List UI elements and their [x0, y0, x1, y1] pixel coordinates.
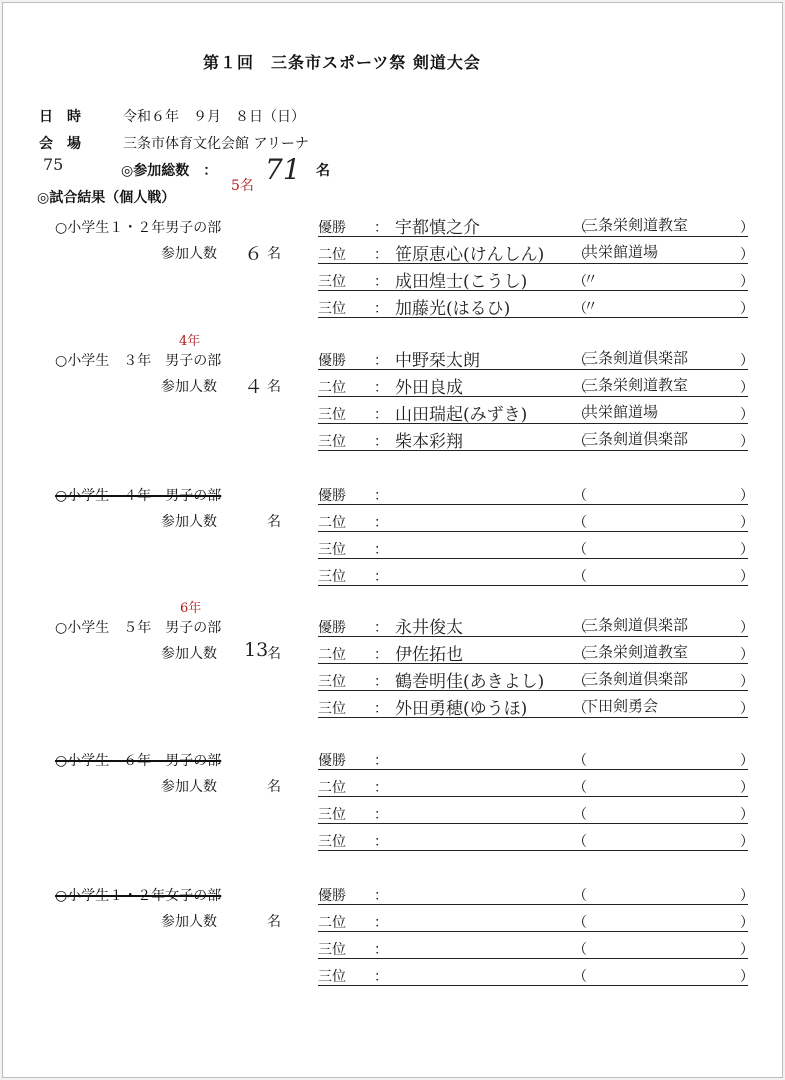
- club-close-bracket: ）: [740, 353, 754, 369]
- participant-count-value: 13: [244, 639, 269, 661]
- club-open-bracket: （: [573, 942, 587, 958]
- rank-label: 優勝: [318, 753, 346, 769]
- winner-name: 笹原恵心(けんしん): [395, 245, 545, 265]
- rank-label: 優勝: [318, 220, 346, 236]
- rank-label: 三位: [318, 942, 346, 958]
- winner-name: 鶴巻明佳(あきよし): [395, 672, 545, 692]
- results-label: ◎試合結果（個人戦）: [37, 190, 176, 206]
- total-unit: 名: [316, 163, 330, 179]
- rank-colon: ：: [374, 915, 388, 931]
- rank-label: 優勝: [318, 620, 346, 636]
- club-open-bracket: （: [573, 888, 587, 904]
- rank-colon: ：: [374, 701, 388, 717]
- club-name: 三条栄剣道教室: [583, 216, 689, 234]
- club-close-bracket: ）: [740, 780, 754, 796]
- rank-label: 三位: [318, 701, 346, 717]
- section-name: ○小学生１・２年男子の部: [55, 220, 222, 236]
- underline-rule: [318, 423, 748, 424]
- rank-label: 三位: [318, 969, 346, 985]
- club-open-bracket: （: [573, 247, 587, 263]
- rank-colon: ：: [374, 620, 388, 636]
- rank-colon: ：: [374, 780, 388, 796]
- underline-rule: [318, 636, 748, 637]
- club-open-bracket: （: [573, 220, 587, 236]
- page-title: 第１回 三条市スポーツ祭 剣道大会: [203, 53, 481, 72]
- rank-label: 三位: [318, 301, 346, 317]
- rank-colon: ：: [374, 942, 388, 958]
- rank-colon: ：: [374, 807, 388, 823]
- club-open-bracket: （: [573, 780, 587, 796]
- club-open-bracket: （: [573, 701, 587, 717]
- rank-colon: ：: [374, 488, 388, 504]
- club-open-bracket: （: [573, 434, 587, 450]
- rank-label: 二位: [318, 380, 346, 396]
- rank-label: 二位: [318, 515, 346, 531]
- participant-count-unit: 名: [267, 379, 281, 395]
- section-annotation: 4年: [179, 334, 201, 349]
- club-name: 三条栄剣道教室: [583, 376, 689, 394]
- section-name: ○小学生 ４年 男子の部: [55, 488, 222, 504]
- club-close-bracket: ）: [740, 888, 754, 904]
- club-close-bracket: ）: [740, 488, 754, 504]
- total-value: 71: [265, 153, 301, 186]
- rank-colon: ：: [374, 647, 388, 663]
- club-close-bracket: ）: [740, 220, 754, 236]
- club-name: 三条剣道倶楽部: [583, 616, 689, 634]
- rank-colon: ：: [374, 753, 388, 769]
- underline-rule: [318, 585, 748, 586]
- winner-name: 外田勇穂(ゆうほ): [395, 699, 528, 719]
- underline-rule: [318, 317, 748, 318]
- section-annotation: 6年: [180, 601, 202, 616]
- underline-rule: [318, 504, 748, 505]
- participant-count-label: 参加人数: [161, 914, 217, 930]
- club-close-bracket: ）: [740, 753, 754, 769]
- winner-name: 宇都慎之介: [395, 218, 480, 238]
- club-open-bracket: （: [573, 647, 587, 663]
- underline-rule: [318, 850, 748, 851]
- club-close-bracket: ）: [740, 380, 754, 396]
- club-close-bracket: ）: [740, 807, 754, 823]
- club-open-bracket: （: [573, 301, 587, 317]
- rank-label: 三位: [318, 274, 346, 290]
- club-close-bracket: ）: [740, 834, 754, 850]
- underline-rule: [318, 931, 748, 932]
- club-open-bracket: （: [573, 515, 587, 531]
- rank-colon: ：: [374, 569, 388, 585]
- underline-rule: [318, 985, 748, 986]
- participant-count-label: 参加人数: [161, 246, 217, 262]
- results-annotation: 5名: [231, 178, 254, 194]
- rank-colon: ：: [374, 380, 388, 396]
- club-close-bracket: ）: [740, 674, 754, 690]
- club-name: 〃: [583, 270, 599, 288]
- participant-count-label: 参加人数: [161, 646, 217, 662]
- rank-label: 三位: [318, 569, 346, 585]
- participant-count-unit: 名: [267, 646, 281, 662]
- underline-rule: [318, 396, 748, 397]
- winner-name: 永井俊太: [395, 618, 463, 638]
- section-name: ○小学生 ６年 男子の部: [55, 753, 222, 769]
- rank-colon: ：: [374, 434, 388, 450]
- winner-name: 伊佐拓也: [395, 645, 463, 665]
- rank-colon: ：: [374, 407, 388, 423]
- rank-colon: ：: [374, 969, 388, 985]
- underline-rule: [318, 531, 748, 532]
- club-name: 三条剣道倶楽部: [583, 430, 689, 448]
- club-open-bracket: （: [573, 807, 587, 823]
- club-open-bracket: （: [573, 969, 587, 985]
- rank-label: 二位: [318, 247, 346, 263]
- rank-colon: ：: [374, 220, 388, 236]
- rank-label: 優勝: [318, 888, 346, 904]
- participant-count-unit: 名: [267, 779, 281, 795]
- rank-label: 二位: [318, 647, 346, 663]
- club-open-bracket: （: [573, 407, 587, 423]
- club-open-bracket: （: [573, 380, 587, 396]
- club-close-bracket: ）: [740, 274, 754, 290]
- rank-label: 三位: [318, 834, 346, 850]
- rank-colon: ：: [374, 353, 388, 369]
- participant-count-label: 参加人数: [161, 779, 217, 795]
- underline-rule: [318, 369, 748, 370]
- underline-rule: [318, 263, 748, 264]
- underline-rule: [318, 236, 748, 237]
- underline-rule: [318, 904, 748, 905]
- club-close-bracket: ）: [740, 915, 754, 931]
- underline-rule: [318, 558, 748, 559]
- total-label: ◎参加総数 ：: [121, 163, 218, 179]
- club-open-bracket: （: [573, 569, 587, 585]
- winner-name: 加藤光(はるひ): [395, 299, 511, 319]
- venue-value: 三条市体育文化会館 アリーナ: [123, 136, 309, 152]
- club-name: 三条栄剣道教室: [583, 643, 689, 661]
- participant-count-value: ４: [244, 376, 264, 398]
- club-close-bracket: ）: [740, 647, 754, 663]
- participant-count-unit: 名: [267, 514, 281, 530]
- club-close-bracket: ）: [740, 969, 754, 985]
- club-name: 共栄館道場: [583, 403, 659, 421]
- rank-label: 三位: [318, 807, 346, 823]
- rank-label: 優勝: [318, 488, 346, 504]
- section-name: ○小学生 ３年 男子の部: [55, 353, 222, 369]
- winner-name: 山田瑞起(みずき): [395, 405, 528, 425]
- underline-rule: [318, 958, 748, 959]
- club-name: 〃: [583, 297, 599, 315]
- club-open-bracket: （: [573, 542, 587, 558]
- club-open-bracket: （: [573, 620, 587, 636]
- club-close-bracket: ）: [740, 301, 754, 317]
- date-value: 令和６年 ９月 ８日（日）: [123, 109, 305, 125]
- underline-rule: [318, 796, 748, 797]
- rank-colon: ：: [374, 888, 388, 904]
- rank-colon: ：: [374, 542, 388, 558]
- club-open-bracket: （: [573, 834, 587, 850]
- section-name: ○小学生１・２年女子の部: [55, 888, 222, 904]
- underline-rule: [318, 690, 748, 691]
- club-name: 共栄館道場: [583, 243, 659, 261]
- rank-colon: ：: [374, 301, 388, 317]
- participant-count-label: 参加人数: [161, 379, 217, 395]
- winner-name: 成田煌士(こうし): [395, 272, 528, 292]
- participant-count-label: 参加人数: [161, 514, 217, 530]
- club-name: 三条剣道倶楽部: [583, 670, 689, 688]
- rank-label: 三位: [318, 434, 346, 450]
- club-open-bracket: （: [573, 488, 587, 504]
- document-page: [2, 2, 783, 1078]
- rank-colon: ：: [374, 674, 388, 690]
- rank-colon: ：: [374, 247, 388, 263]
- rank-colon: ：: [374, 834, 388, 850]
- winner-name: 外田良成: [395, 378, 463, 398]
- rank-label: 二位: [318, 780, 346, 796]
- club-close-bracket: ）: [740, 247, 754, 263]
- rank-colon: ：: [374, 515, 388, 531]
- club-close-bracket: ）: [740, 542, 754, 558]
- section-name: ○小学生 ５年 男子の部: [55, 620, 222, 636]
- underline-rule: [318, 663, 748, 664]
- rank-label: 三位: [318, 542, 346, 558]
- rank-label: 三位: [318, 674, 346, 690]
- club-open-bracket: （: [573, 674, 587, 690]
- club-close-bracket: ）: [740, 620, 754, 636]
- rank-label: 二位: [318, 915, 346, 931]
- venue-label: 会 場: [39, 136, 81, 152]
- club-close-bracket: ）: [740, 942, 754, 958]
- club-open-bracket: （: [573, 753, 587, 769]
- club-open-bracket: （: [573, 274, 587, 290]
- club-close-bracket: ）: [740, 434, 754, 450]
- club-close-bracket: ）: [740, 701, 754, 717]
- participant-count-unit: 名: [267, 914, 281, 930]
- winner-name: 中野栞太朗: [395, 351, 480, 371]
- club-name: 三条剣道倶楽部: [583, 349, 689, 367]
- rank-colon: ：: [374, 274, 388, 290]
- club-close-bracket: ）: [740, 407, 754, 423]
- rank-label: 優勝: [318, 353, 346, 369]
- club-name: 下田剣勇会: [583, 697, 659, 715]
- underline-rule: [318, 290, 748, 291]
- participant-count-value: ６: [244, 243, 264, 265]
- handwritten-prefix: 75: [43, 155, 64, 174]
- participant-count-unit: 名: [267, 246, 281, 262]
- underline-rule: [318, 769, 748, 770]
- winner-name: 柴本彩翔: [395, 432, 463, 452]
- club-close-bracket: ）: [740, 569, 754, 585]
- rank-label: 三位: [318, 407, 346, 423]
- underline-rule: [318, 450, 748, 451]
- underline-rule: [318, 823, 748, 824]
- club-open-bracket: （: [573, 353, 587, 369]
- date-label: 日 時: [39, 109, 81, 125]
- club-open-bracket: （: [573, 915, 587, 931]
- underline-rule: [318, 717, 748, 718]
- club-close-bracket: ）: [740, 515, 754, 531]
